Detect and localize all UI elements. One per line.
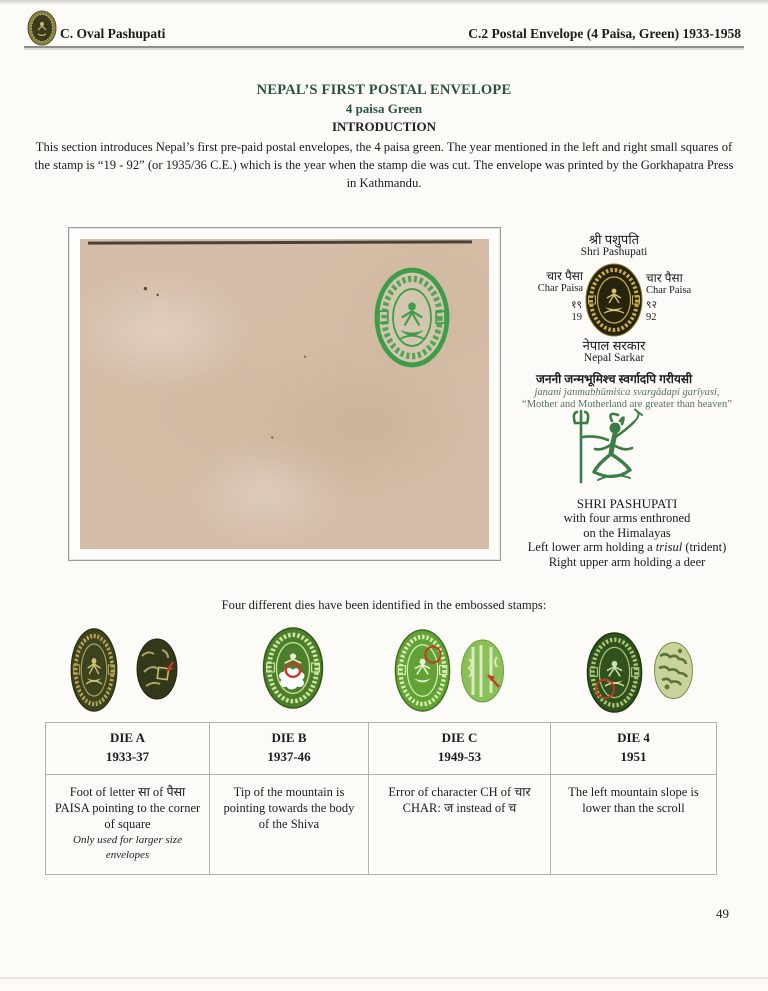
die-name: DIE A <box>109 730 146 745</box>
right-denomination-latin: Char Paisa <box>646 285 692 297</box>
stamp-title-latin: Shri Pashupati <box>580 246 648 258</box>
die-4-header <box>551 723 717 775</box>
intro-paragraph: This section introduces Nepal’s first pre-paid postal envelopes, the 4 paisa green. The year mentioned in the left and right small squares of the stamp is “19 - 92” (or 1935/36 C.E.) which is the year when the stamp die was cut. The envelope was printed by the Gorkhapatra Press in Kathmandu. <box>34 140 734 190</box>
die-table-header-row <box>46 723 717 775</box>
die-a-detail-image <box>136 638 178 700</box>
caption-text: (trident) <box>682 540 727 555</box>
right-denomination-label <box>646 272 732 297</box>
die-4-detail-image <box>654 642 693 699</box>
embossed-stamp-icon <box>374 267 450 368</box>
dies-intro-text: Four different dies have been identified in the embossed stamps: <box>221 598 547 612</box>
oval-stamp-logo-icon <box>27 10 57 46</box>
pashupati-caption-line: on the Himalayas <box>583 525 671 540</box>
sanskrit-quote-transliteration: janani janmabhūmiśca svargādapi garīyasi, <box>534 387 720 398</box>
header-rule <box>24 46 744 48</box>
caption-italic-trisul: trisul <box>655 540 683 555</box>
page-number: 49 <box>716 906 729 921</box>
die-years: 1949-53 <box>437 748 482 764</box>
die-c-detail-image <box>461 639 504 703</box>
die-c-header <box>369 723 551 775</box>
left-denomination-label <box>523 270 583 295</box>
die-description: Foot of letter सा of पैसा PAISA pointing to the corner of square <box>54 784 201 832</box>
die-a-description-cell <box>46 774 210 874</box>
die-a-full-stamp-image <box>70 628 118 712</box>
die-b-description-cell <box>210 774 369 874</box>
die-table-body-row <box>46 774 717 874</box>
die-c-description-cell <box>369 774 551 874</box>
die-name: DIE 4 <box>617 730 650 745</box>
pashupati-caption-line: with four arms enthroned <box>563 511 691 526</box>
caption-text: Left lower arm holding a <box>527 540 656 555</box>
die-4-full-stamp-image <box>586 632 643 713</box>
stamp-annotation-panel <box>520 230 734 570</box>
die-table <box>45 722 717 875</box>
die-description: Tip of the mountain is pointing towards the body of the Shiva <box>223 784 355 832</box>
left-year-label <box>558 300 582 324</box>
government-label-devanagari: नेपाल सरकार <box>582 338 646 353</box>
page-title: NEPAL’S FIRST POSTAL ENVELOPE <box>256 82 512 98</box>
die-a-header <box>46 723 210 775</box>
title-block <box>0 82 768 135</box>
government-label-latin: Nepal Sarkar <box>583 352 645 364</box>
page-subtitle: 4 paisa Green <box>345 101 423 116</box>
die-4-description-cell <box>551 774 717 874</box>
pashupati-caption-title: SHRI PASHUPATI <box>576 496 678 511</box>
pashupati-caption-line <box>520 540 734 555</box>
die-years: 1937-46 <box>267 748 311 764</box>
die-years: 1933-37 <box>105 748 150 764</box>
pashupati-caption <box>520 496 734 569</box>
die-description: The left mountain slope is lower than the scroll <box>568 784 699 815</box>
right-denomination-devanagari: चार पैसा <box>646 271 683 285</box>
header-left-title: C. Oval Pashupati <box>60 26 166 41</box>
left-year-latin: 19 <box>571 312 582 324</box>
right-year-devanagari: ९२ <box>646 300 657 311</box>
die-name: DIE C <box>441 730 478 745</box>
die-years: 1951 <box>620 748 647 764</box>
die-b-full-stamp-image <box>262 627 324 709</box>
left-denomination-latin: Char Paisa <box>537 283 583 295</box>
left-denomination-devanagari: चार पैसा <box>546 269 583 283</box>
die-note: Only used for larger size envelopes <box>73 834 182 861</box>
right-year-label <box>646 300 676 324</box>
scan-edge <box>0 977 768 979</box>
stamp-title-devanagari: श्री पशुपति <box>588 232 640 247</box>
left-year-devanagari: १९ <box>571 300 582 311</box>
pashupati-caption-line: Right upper arm holding a deer <box>548 554 706 569</box>
scan-edge <box>0 0 768 5</box>
header-right-title: C.2 Postal Envelope (4 Paisa, Green) 1933-1958 <box>468 26 741 41</box>
shiva-pashupati-illustration-icon <box>568 408 660 493</box>
die-c-full-stamp-image <box>394 629 451 712</box>
section-heading: INTRODUCTION <box>331 119 436 134</box>
envelope-photo <box>80 239 489 549</box>
annotated-stamp-icon <box>585 263 643 337</box>
die-b-header <box>210 723 369 775</box>
sanskrit-quote-translation: “Mother and Motherland are greater than heaven” <box>522 399 732 410</box>
sanskrit-quote-devanagari: जननी जन्मभूमिश्च स्वर्गादपि गरीयसी <box>535 372 693 386</box>
die-name: DIE B <box>271 730 307 745</box>
envelope-figure-frame <box>68 227 501 561</box>
die-description: Error of character CH of चार CHAR: ज instead of च <box>388 784 531 815</box>
right-year-latin: 92 <box>646 312 657 324</box>
